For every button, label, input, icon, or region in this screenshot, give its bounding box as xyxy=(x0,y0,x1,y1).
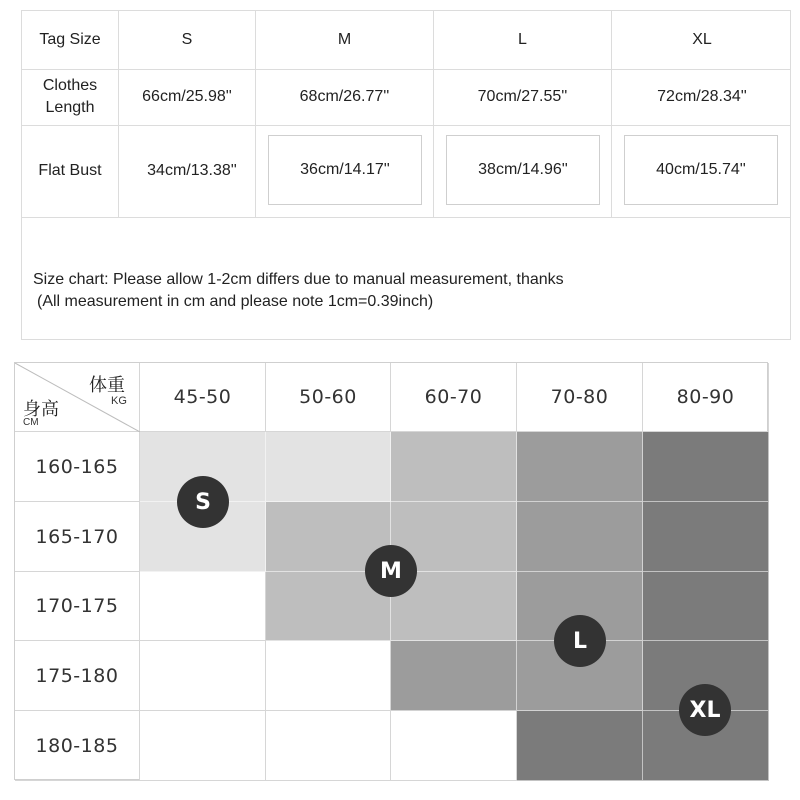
weight-header-60-70: 60-70 xyxy=(391,363,517,432)
length-s: 66cm/25.98'' xyxy=(119,69,256,125)
fit-cell xyxy=(517,432,643,502)
height-label: 身高 xyxy=(23,399,59,420)
weight-header-80-90: 80-90 xyxy=(643,363,769,432)
weight-header-45-50: 45-50 xyxy=(140,363,266,432)
height-header-170-175: 170-175 xyxy=(15,572,140,641)
weight-header-70-80: 70-80 xyxy=(517,363,643,432)
fit-cell xyxy=(517,502,643,572)
weight-unit: KG xyxy=(111,395,127,407)
header-size-m: M xyxy=(256,11,434,69)
height-header-175-180: 175-180 xyxy=(15,641,140,711)
note-line-2: (All measurement in cm and please note 1cm=0.39inch) xyxy=(37,293,434,310)
fit-cell xyxy=(140,572,266,641)
table-row-flat-bust xyxy=(22,125,790,218)
header-size-l: L xyxy=(434,11,612,69)
size-badge-xl: XL xyxy=(679,684,731,736)
fit-cell xyxy=(517,711,643,781)
fit-grid xyxy=(14,362,768,780)
grid-corner-header xyxy=(15,363,140,432)
fit-cell xyxy=(391,641,517,711)
size-badge-m: M xyxy=(365,545,417,597)
table-header-row xyxy=(22,11,790,70)
length-m: 68cm/26.77'' xyxy=(256,69,434,125)
weight-header-50-60: 50-60 xyxy=(266,363,391,432)
table-row-clothes-length xyxy=(22,69,790,126)
fit-cell xyxy=(140,711,266,781)
length-xl: 72cm/28.34'' xyxy=(657,88,747,106)
height-unit: CM xyxy=(23,417,39,428)
bust-xl: 40cm/15.74'' xyxy=(624,135,778,205)
bust-m: 36cm/14.17'' xyxy=(268,135,422,205)
fit-cell xyxy=(643,502,769,572)
fit-cell xyxy=(140,641,266,711)
note-line-1: Size chart: Please allow 1-2cm differs due to manual measurement, thanks xyxy=(33,271,564,288)
header-tag-size: Tag Size xyxy=(22,11,119,69)
fit-cell xyxy=(266,711,391,781)
length-l: 70cm/27.55'' xyxy=(434,69,612,125)
height-header-180-185: 180-185 xyxy=(15,711,140,781)
bust-l: 38cm/14.96'' xyxy=(446,135,600,205)
header-size-xl: XL xyxy=(692,31,712,49)
weight-label: 体重 xyxy=(89,375,125,396)
height-header-160-165: 160-165 xyxy=(15,432,140,502)
row-label-flat-bust: Flat Bust xyxy=(22,125,119,217)
row-label-clothes-length: Clothes Length xyxy=(22,69,119,125)
height-header-165-170: 165-170 xyxy=(15,502,140,572)
fit-cell xyxy=(643,572,769,641)
fit-cell xyxy=(643,432,769,502)
fit-cell xyxy=(266,641,391,711)
fit-cell xyxy=(266,432,391,502)
header-size-s: S xyxy=(119,11,256,69)
size-measurement-table xyxy=(21,10,791,340)
fit-cell xyxy=(391,432,517,502)
measurement-note xyxy=(33,269,564,313)
size-badge-s: S xyxy=(177,476,229,528)
size-badge-l: L xyxy=(554,615,606,667)
fit-cell xyxy=(391,711,517,781)
bust-s: 34cm/13.38'' xyxy=(119,125,256,217)
